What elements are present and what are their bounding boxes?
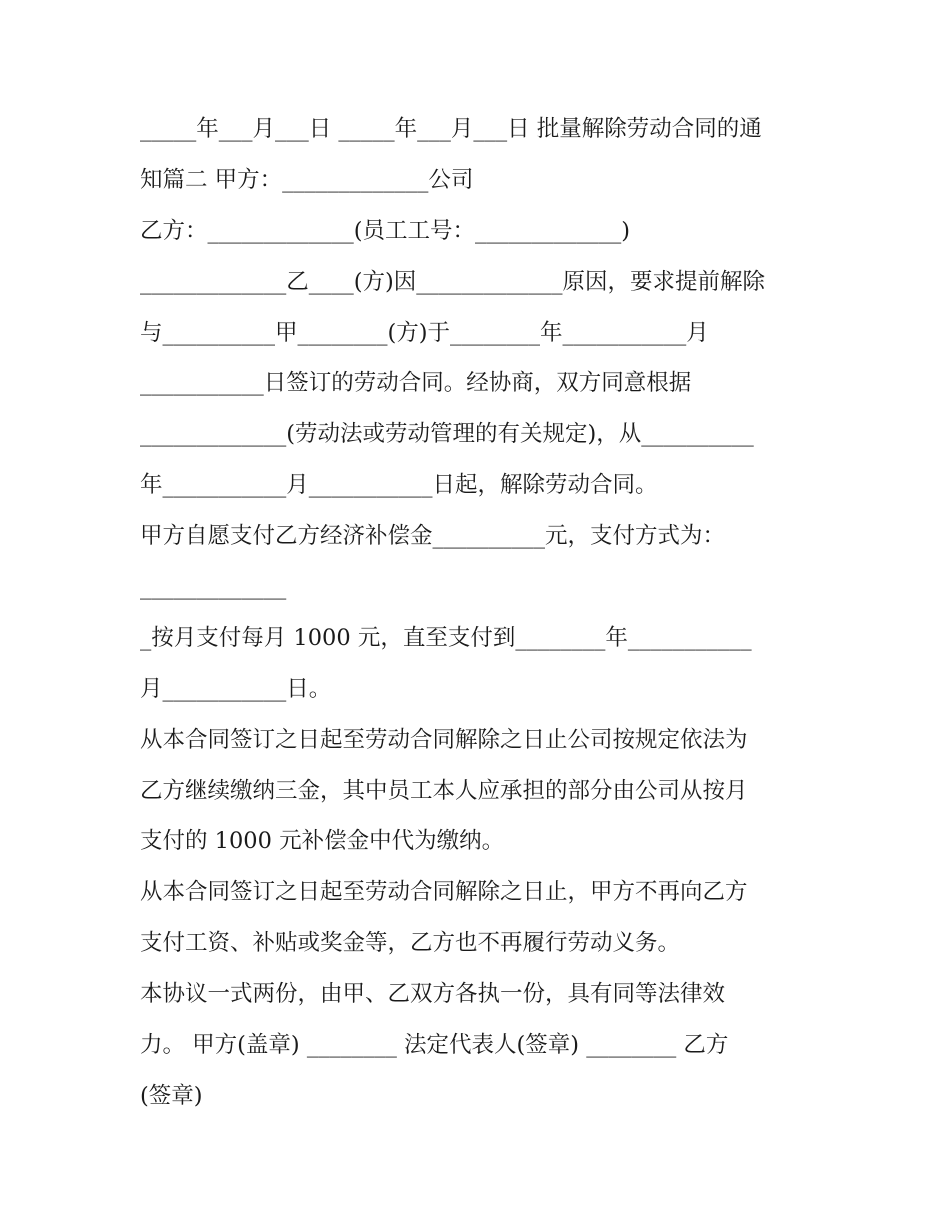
paragraph-line: 与__________甲________(方)于________年___________月 bbox=[140, 319, 709, 346]
payment-detail-line: _按月支付每月 1000 元，直至支付到________年___________ bbox=[140, 624, 752, 651]
paragraph-line: 年___________月___________日起，解除劳动合同。 bbox=[140, 472, 658, 499]
paragraph-line: ___________日签订的劳动合同。经协商，双方同意根据 bbox=[140, 370, 692, 397]
paragraph-line: _____________乙____(方)因_____________原因，要求提前解除 bbox=[140, 268, 766, 295]
insurance-clause-line: 支付的 1000 元补偿金中代为缴纳。 bbox=[140, 828, 505, 855]
signature-line: 力。 甲方(盖章) ________ 法定代表人(签章) ________ 乙方 bbox=[140, 1032, 729, 1059]
party-b-line: 乙方：_____________(员工工号：_____________) bbox=[140, 217, 631, 244]
insurance-clause-line: 乙方继续缴纳三金，其中员工本人应承担的部分由公司从按月 bbox=[140, 777, 748, 804]
title-line-1: _____年___月___日 _____年___月___日 批量解除劳动合同的通 bbox=[140, 116, 762, 142]
wage-clause-line: 支付工资、补贴或奖金等，乙方也不再履行劳动义务。 bbox=[140, 930, 681, 957]
payment-detail-line: 月___________日。 bbox=[140, 675, 332, 702]
compensation-line: 甲方自愿支付乙方经济补偿金__________元，支付方式为： bbox=[140, 523, 726, 550]
payment-method-blank: _____________ bbox=[140, 574, 287, 601]
signature-line: (签章) bbox=[140, 1082, 203, 1109]
paragraph-line: _____________(劳动法或劳动管理的有关规定)，从__________ bbox=[140, 421, 754, 448]
title-line-2: 知篇二 甲方：_____________公司 bbox=[140, 166, 474, 193]
copies-clause-line: 本协议一式两份，由甲、乙双方各执一份，具有同等法律效 bbox=[140, 981, 726, 1008]
wage-clause-line: 从本合同签订之日起至劳动合同解除之日止，甲方不再向乙方 bbox=[140, 879, 748, 906]
document-body bbox=[140, 104, 820, 1122]
insurance-clause-line: 从本合同签订之日起至劳动合同解除之日止公司按规定依法为 bbox=[140, 726, 748, 753]
